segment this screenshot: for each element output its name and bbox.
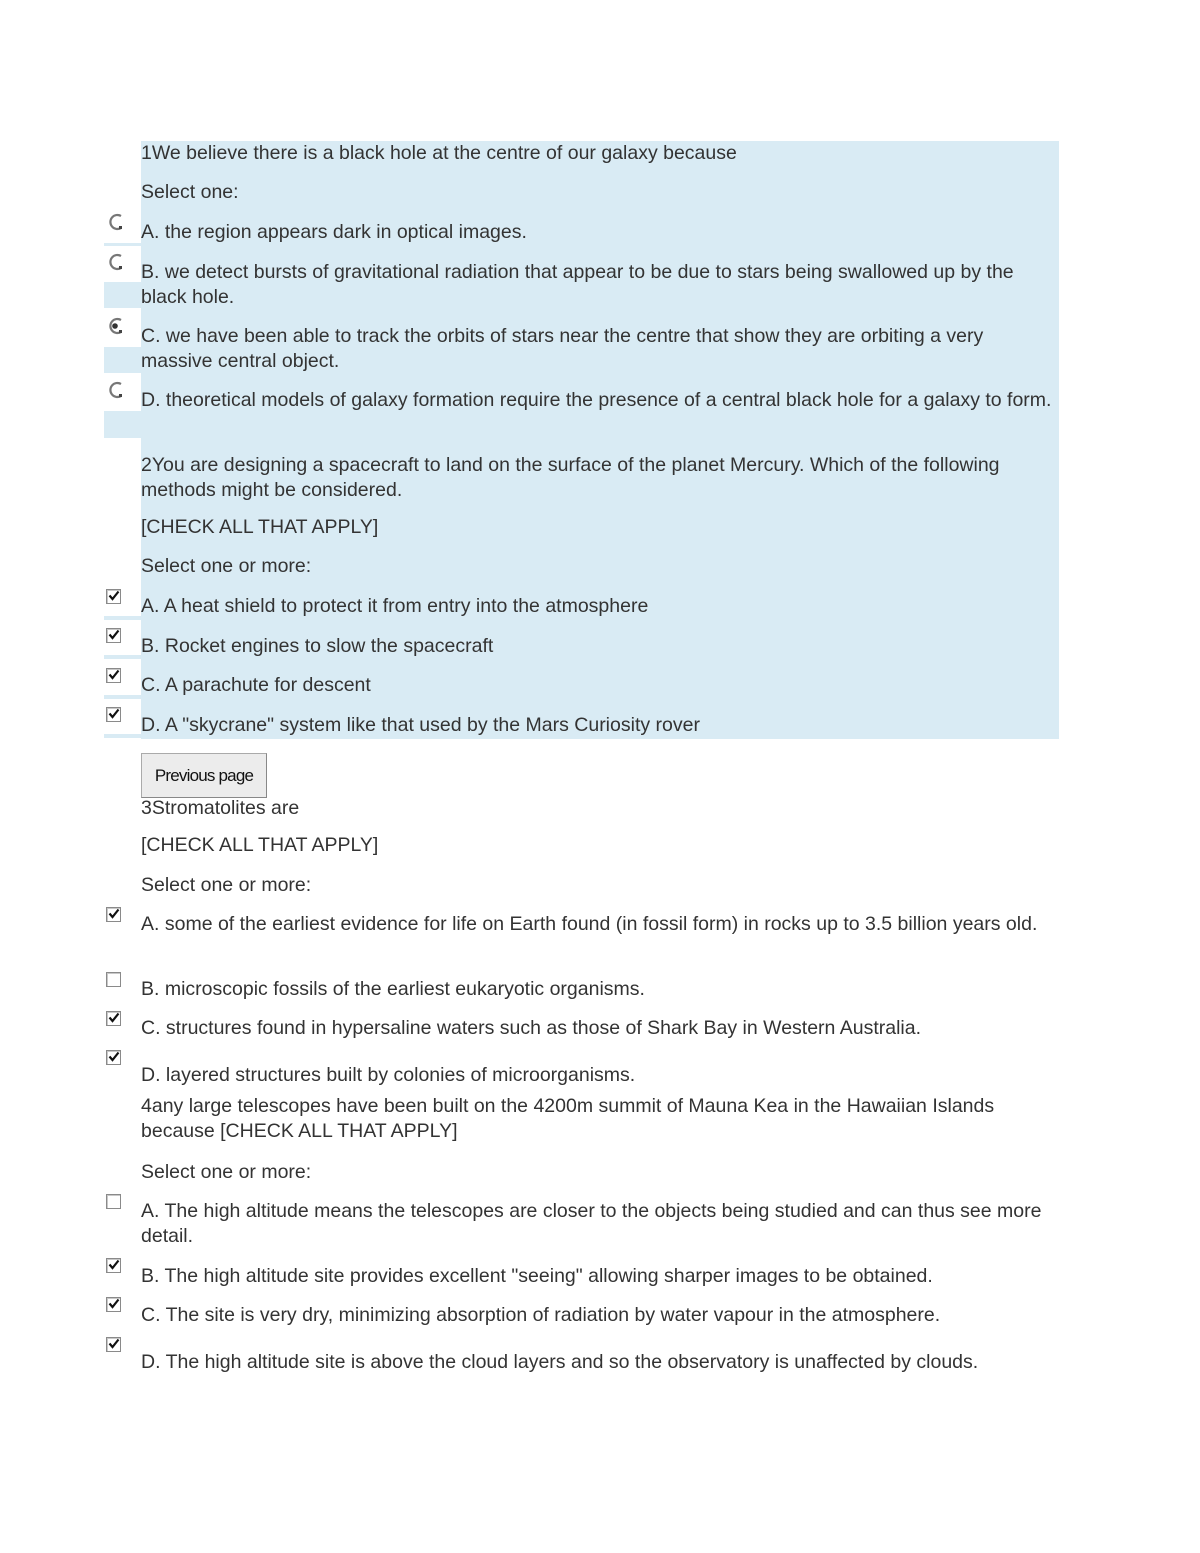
checkbox-q2-c[interactable] <box>106 668 121 683</box>
option-q3-c <box>141 1016 1046 1041</box>
option-letter: A. <box>141 1200 160 1222</box>
radio-q1-b[interactable] <box>106 252 126 272</box>
radio-q1-c[interactable] <box>106 316 126 336</box>
row-band <box>104 695 141 699</box>
option-letter: B. <box>141 261 160 283</box>
checkbox-q3-b[interactable] <box>106 972 121 987</box>
option-q2-b <box>141 634 1046 659</box>
checkbox-q2-b[interactable] <box>106 628 121 643</box>
option-q2-d <box>141 713 1046 738</box>
option-q3-d <box>141 1063 1046 1088</box>
option-q3-a <box>141 912 1056 937</box>
option-label: layered structures built by colonies of microorganisms. <box>160 1064 636 1086</box>
option-letter: C. <box>141 1017 161 1039</box>
option-letter: A. <box>141 913 160 935</box>
row-band <box>104 411 141 438</box>
option-label: A "skycrane" system like that used by the Mars Curiosity rover <box>160 714 700 736</box>
option-label: we detect bursts of gravitational radiation that appear to be due to stars being swallowed up by the black hole. <box>141 261 1014 308</box>
row-band <box>104 282 141 308</box>
option-letter: D. <box>141 389 161 411</box>
question-3-instruction: [CHECK ALL THAT APPLY] <box>141 834 379 856</box>
previous-page-button[interactable]: Previous page <box>141 753 267 798</box>
checkbox-q4-a[interactable] <box>106 1194 121 1209</box>
option-q1-b <box>141 260 1046 310</box>
radio-q1-d[interactable] <box>106 380 126 400</box>
row-band <box>104 347 141 373</box>
checkbox-q2-d[interactable] <box>106 707 121 722</box>
option-label: The site is very dry, minimizing absorption of radiation by water vapour in the atmosphere. <box>160 1304 941 1326</box>
option-letter: B. <box>141 635 160 657</box>
question-3-prompt: Select one or more: <box>141 874 312 896</box>
option-label: microscopic fossils of the earliest eukaryotic organisms. <box>159 978 645 1000</box>
checkbox-q2-a[interactable] <box>106 589 121 604</box>
row-band <box>104 734 141 738</box>
question-3-text: 3Stromatolites are <box>141 797 300 819</box>
row-band <box>104 243 141 246</box>
question-1-text: 1We believe there is a black hole at the centre of our galaxy because <box>141 142 737 164</box>
option-label: theoretical models of galaxy formation require the presence of a central black hole for a galaxy to form. <box>160 389 1052 411</box>
option-letter: B. <box>141 978 160 1000</box>
option-q4-c <box>141 1303 1056 1328</box>
option-q4-d <box>141 1350 1056 1375</box>
option-label: structures found in hypersaline waters such as those of Shark Bay in Western Australia. <box>160 1017 922 1039</box>
option-letter: C. <box>141 325 161 347</box>
option-label: A parachute for descent <box>160 674 371 696</box>
question-2-text: 2You are designing a spacecraft to land on the surface of the planet Mercury. Which of the following methods might be considered. <box>141 454 1000 501</box>
question-1-prompt: Select one: <box>141 181 239 203</box>
option-letter: C. <box>141 674 161 696</box>
option-letter: D. <box>141 1351 161 1373</box>
question-4-prompt: Select one or more: <box>141 1161 312 1183</box>
checkbox-q4-b[interactable] <box>106 1258 121 1273</box>
option-letter: A. <box>141 221 160 243</box>
option-label: The high altitude site is above the cloud layers and so the observatory is unaffected by clouds. <box>160 1351 979 1373</box>
option-q1-c <box>141 324 1046 374</box>
option-letter: B. <box>141 1265 160 1287</box>
checkbox-q3-d[interactable] <box>106 1050 121 1065</box>
row-band <box>104 655 141 659</box>
option-letter: D. <box>141 714 161 736</box>
checkbox-q3-c[interactable] <box>106 1011 121 1026</box>
option-letter: D. <box>141 1064 161 1086</box>
option-label: some of the earliest evidence for life on Earth found (in fossil form) in rocks up to 3.5 billion years old. <box>159 913 1038 935</box>
option-label: we have been able to track the orbits of stars near the centre that show they are orbiting a very massive central object. <box>141 325 984 372</box>
option-q1-a <box>141 220 1046 245</box>
option-letter: C. <box>141 1304 161 1326</box>
question-4-text: 4any large telescopes have been built on the 4200m summit of Mauna Kea in the Hawaiian Islands because [CHECK ALL THAT APPLY] <box>141 1095 995 1142</box>
checkbox-q4-d[interactable] <box>106 1337 121 1352</box>
option-label: The high altitude means the telescopes are closer to the objects being studied and can thus see more detail. <box>141 1200 1042 1247</box>
option-q4-a <box>141 1199 1056 1249</box>
radio-q1-a[interactable] <box>106 212 126 232</box>
option-q2-c <box>141 673 1046 698</box>
option-q1-d <box>141 388 1056 413</box>
question-2-instruction: [CHECK ALL THAT APPLY] <box>141 516 379 538</box>
option-label: The high altitude site provides excellent "seeing" allowing sharper images to be obtained. <box>159 1265 933 1287</box>
option-q4-b <box>141 1264 1056 1289</box>
option-label: the region appears dark in optical images. <box>159 221 527 243</box>
checkbox-q3-a[interactable] <box>106 907 121 922</box>
row-band <box>104 616 141 620</box>
option-q2-a <box>141 594 1046 619</box>
question-2-prompt: Select one or more: <box>141 555 312 577</box>
checkbox-q4-c[interactable] <box>106 1297 121 1312</box>
option-label: A heat shield to protect it from entry into the atmosphere <box>159 595 649 617</box>
option-letter: A. <box>141 595 160 617</box>
option-q3-b <box>141 977 1046 1002</box>
option-label: Rocket engines to slow the spacecraft <box>159 635 494 657</box>
